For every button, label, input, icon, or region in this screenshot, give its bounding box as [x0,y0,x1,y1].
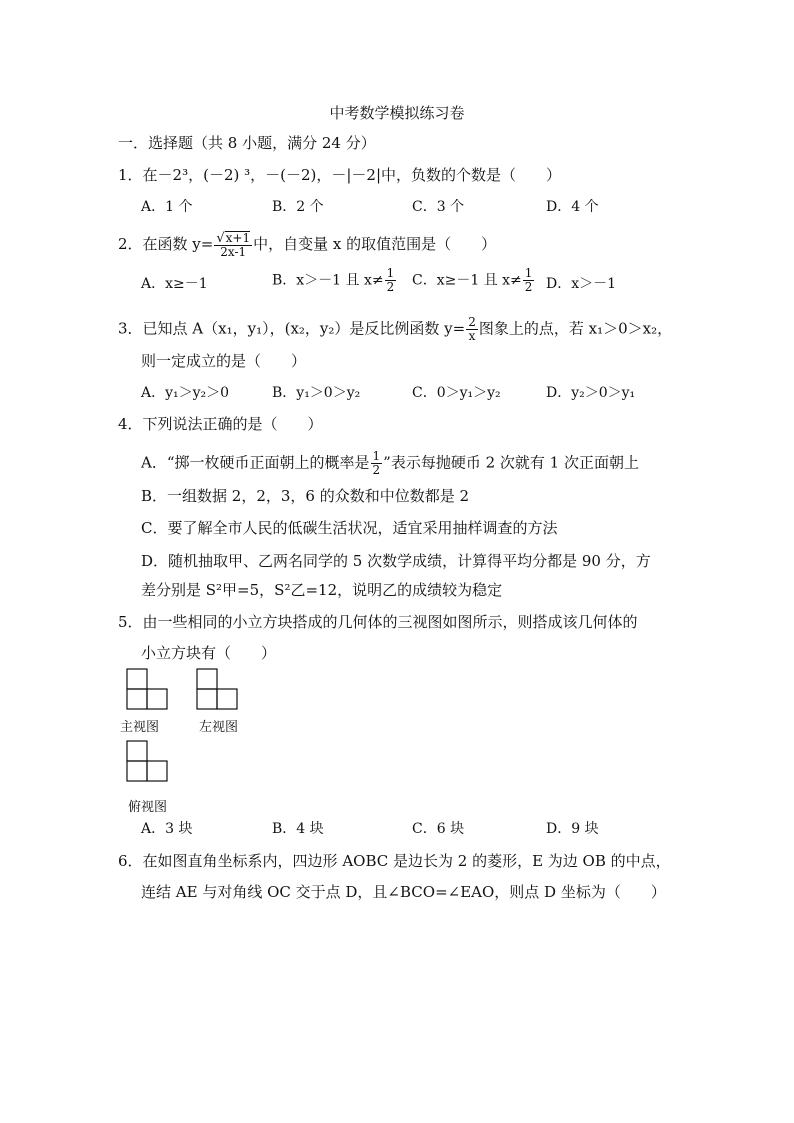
question-6-stem-line1: 6．在如图直角坐标系内，四边形 AOBC 是边长为 2 的菱形，E 为边 OB 的中点， [118,852,671,870]
q2-option-c-text: C．x≥－1 且 x≠ [412,272,522,289]
q1-option-d: D．4 个 [546,199,599,215]
fraction-denominator: 2 [372,463,381,477]
fraction-denominator: 2 [524,280,533,294]
q2-option-a: A．x≥－1 [141,276,208,292]
q3-option-b: B．y₁＞0＞y₂ [272,385,361,401]
question-3-stem-line1 [118,316,672,343]
q4-option-a [141,450,639,477]
front-view-label: 主视图 [120,720,160,735]
q1-option-b: B．2 个 [272,199,324,215]
question-1-stem: 1．在－2³，(－2) ³，－(－2)，－|－2|中，负数的个数是（ ） [118,166,562,184]
q5-option-c: C．6 块 [412,821,465,837]
left-view-figure [194,666,244,711]
q2-stem-pre: 2．在函数 y= [118,235,214,253]
q2-option-b-fraction [385,267,397,294]
q4-option-a-pre: A．“掷一枚硬币正面朝上的概率是 [141,453,370,472]
q5-option-b: B．4 块 [272,821,324,837]
q5-option-d: D．9 块 [546,821,599,837]
q4-option-a-fraction [371,450,383,477]
q3-fraction-denominator: x [468,329,476,343]
q4-option-d-line2: 差分别是 S²甲=5，S²乙=12，说明乙的成绩较为稳定 [141,581,503,599]
q3-option-d: D．y₂＞0＞y₁ [546,385,636,401]
section-heading: 一．选择题（共 8 小题，满分 24 分） [118,134,376,152]
q2-option-b-text: B．x＞－1 且 x≠ [272,272,384,289]
q3-option-a: A．y₁＞y₂＞0 [141,385,230,401]
front-view-figure [124,666,174,711]
left-view-label: 左视图 [199,720,239,735]
page-title: 中考数学模拟练习卷 [329,104,465,122]
q1-option-c: C．3 个 [412,199,465,215]
q3-stem-pre: 3．已知点 A（x₁，y₁），(x₂，y₂）是反比例函数 y= [118,319,466,338]
q3-fraction-numerator: 2 [468,315,476,329]
fraction-numerator: 1 [524,266,533,280]
q2-option-d: D．x＞－1 [546,276,617,292]
fraction-numerator: 1 [372,449,381,463]
q4-option-d-line1: D．随机抽取甲、乙两名同学的 5 次数学成绩，计算得平均分都是 90 分，方 [141,552,651,570]
q2-option-b [272,267,397,294]
fraction-numerator: 1 [386,266,395,280]
top-view-label: 俯视图 [128,800,168,815]
q1-option-a: A．1 个 [141,199,193,215]
question-6-stem-line2: 连结 AE 与对角线 OC 交于点 D，且∠BCO=∠EAO，则点 D 坐标为（ ） [141,883,666,901]
q3-stem-post: 图象上的点，若 x₁＞0＞x₂， [478,319,673,338]
q4-option-a-post: ”表示每抛硬币 2 次就有 1 次正面朝上 [383,453,639,472]
fraction-denominator: 2 [386,280,395,294]
question-2-stem [118,231,496,259]
question-5-stem-line1: 5．由一些相同的小立方块搭成的几何体的三视图如图所示，则搭成该几何体的 [118,613,638,631]
q2-fraction-denominator: 2x-1 [220,245,247,259]
q2-function-fraction [214,231,252,259]
top-view-figure [124,738,174,783]
question-5-stem-line2: 小立方块有（ ） [141,644,277,662]
q2-stem-post: 中，自变量 x 的取值范围是（ ） [253,235,497,253]
q3-option-c: C．0＞y₁＞y₂ [412,385,501,401]
q5-option-a: A．3 块 [141,821,193,837]
question-4-stem: 4．下列说法正确的是（ ） [118,415,323,433]
sqrt-symbol: √ [216,231,225,246]
question-3-stem-line2: 则一定成立的是（ ） [141,352,307,370]
q2-option-c-fraction [523,267,535,294]
q4-option-b: B．一组数据 2，2，3，6 的众数和中位数都是 2 [141,487,470,505]
q4-option-c: C．要了解全市人民的低碳生活状况，适宜采用抽样调查的方法 [141,519,558,537]
q2-option-c [412,267,535,294]
q2-fraction-numerator: x+1 [225,231,251,245]
q3-function-fraction [466,316,478,343]
